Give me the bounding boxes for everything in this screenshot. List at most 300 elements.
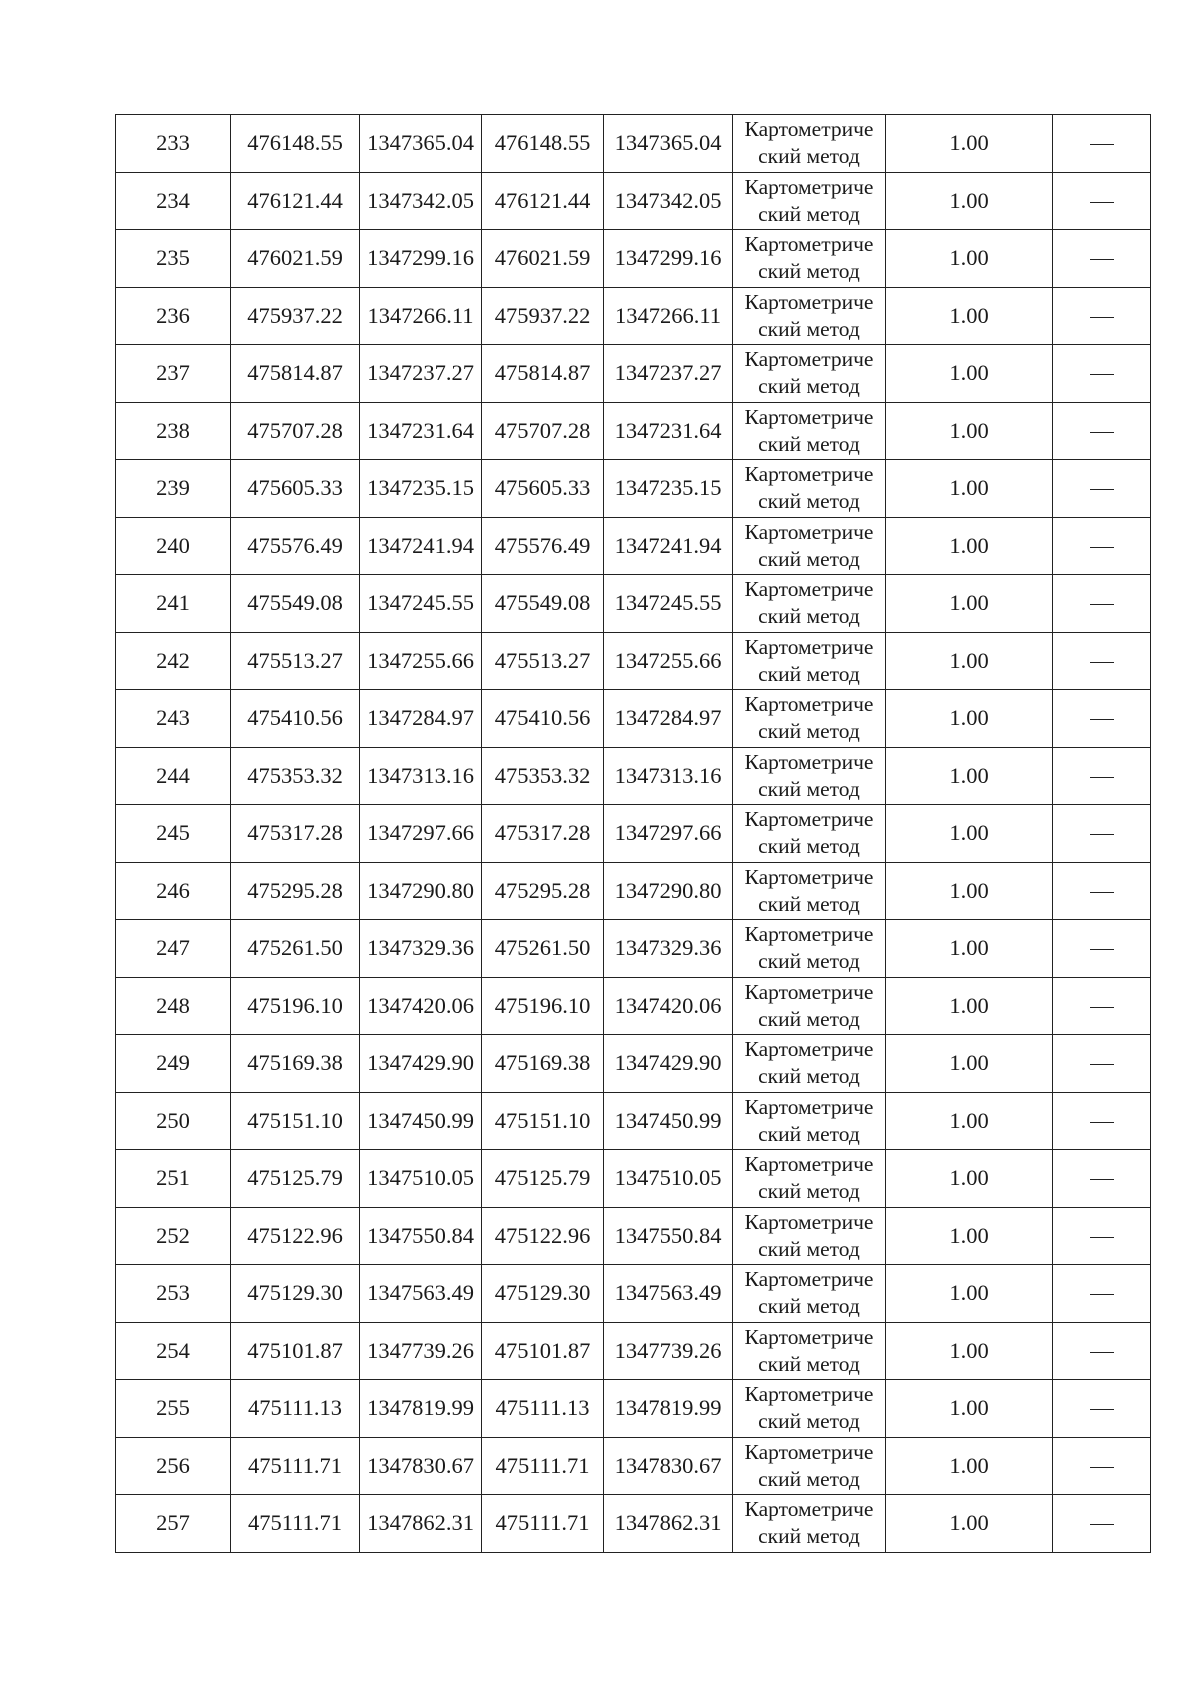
y-existing-cell: 1347819.99	[360, 1380, 482, 1438]
method-cell	[733, 460, 886, 518]
y-new-cell: 1347819.99	[604, 1380, 733, 1438]
y-existing-cell: 1347365.04	[360, 115, 482, 173]
method-cell	[733, 747, 886, 805]
method-cell	[733, 862, 886, 920]
method-line-2: ский метод	[758, 144, 860, 169]
x-new-cell: 475410.56	[482, 690, 604, 748]
point-number-cell: 242	[116, 632, 231, 690]
point-number-cell: 235	[116, 230, 231, 288]
y-existing-cell: 1347313.16	[360, 747, 482, 805]
dash-mark	[1090, 144, 1114, 145]
y-new-cell: 1347255.66	[604, 632, 733, 690]
dash-mark	[1090, 432, 1114, 433]
dash-mark	[1090, 202, 1114, 203]
accuracy-cell: 1.00	[886, 632, 1053, 690]
y-existing-cell: 1347420.06	[360, 977, 482, 1035]
y-existing-cell: 1347284.97	[360, 690, 482, 748]
method-line-1: Картометриче	[744, 1267, 874, 1292]
accuracy-cell: 1.00	[886, 1437, 1053, 1495]
y-existing-cell: 1347266.11	[360, 287, 482, 345]
dash-mark	[1090, 1467, 1114, 1468]
method-cell	[733, 115, 886, 173]
x-new-cell: 475576.49	[482, 517, 604, 575]
x-new-cell: 475111.13	[482, 1380, 604, 1438]
x-new-cell: 475605.33	[482, 460, 604, 518]
accuracy-cell: 1.00	[886, 1265, 1053, 1323]
method-line-2: ский метод	[758, 776, 860, 801]
table-row	[116, 1150, 1151, 1208]
accuracy-cell: 1.00	[886, 115, 1053, 173]
description-cell	[1053, 632, 1151, 690]
accuracy-cell: 1.00	[886, 517, 1053, 575]
x-new-cell: 475549.08	[482, 575, 604, 633]
point-number-cell: 244	[116, 747, 231, 805]
description-cell	[1053, 1437, 1151, 1495]
y-new-cell: 1347739.26	[604, 1322, 733, 1380]
method-line-2: ский метод	[758, 1179, 860, 1204]
x-new-cell: 475937.22	[482, 287, 604, 345]
dash-mark	[1090, 1409, 1114, 1410]
method-cell	[733, 1437, 886, 1495]
y-new-cell: 1347245.55	[604, 575, 733, 633]
method-line-2: ский метод	[758, 259, 860, 284]
method-line-2: ский метод	[758, 1409, 860, 1434]
x-new-cell: 475125.79	[482, 1150, 604, 1208]
dash-mark	[1090, 949, 1114, 950]
method-cell	[733, 1092, 886, 1150]
method-line-1: Картометриче	[744, 174, 874, 199]
method-cell	[733, 1207, 886, 1265]
y-existing-cell: 1347563.49	[360, 1265, 482, 1323]
x-existing-cell: 475707.28	[231, 402, 360, 460]
description-cell	[1053, 575, 1151, 633]
x-existing-cell: 475814.87	[231, 345, 360, 403]
table-row	[116, 1437, 1151, 1495]
description-cell	[1053, 1150, 1151, 1208]
method-cell	[733, 977, 886, 1035]
y-existing-cell: 1347231.64	[360, 402, 482, 460]
x-existing-cell: 475261.50	[231, 920, 360, 978]
method-line-1: Картометриче	[744, 1324, 874, 1349]
method-line-1: Картометриче	[744, 289, 874, 314]
accuracy-cell: 1.00	[886, 402, 1053, 460]
x-new-cell: 475122.96	[482, 1207, 604, 1265]
table-row	[116, 460, 1151, 518]
dash-mark	[1090, 1064, 1114, 1065]
accuracy-cell: 1.00	[886, 1207, 1053, 1265]
accuracy-cell: 1.00	[886, 1322, 1053, 1380]
y-existing-cell: 1347329.36	[360, 920, 482, 978]
x-new-cell: 476148.55	[482, 115, 604, 173]
x-existing-cell: 475111.71	[231, 1495, 360, 1553]
x-existing-cell: 475605.33	[231, 460, 360, 518]
table-row	[116, 345, 1151, 403]
table-row	[116, 977, 1151, 1035]
y-new-cell: 1347290.80	[604, 862, 733, 920]
table-row	[116, 1092, 1151, 1150]
x-existing-cell: 475353.32	[231, 747, 360, 805]
method-cell	[733, 1035, 886, 1093]
method-line-2: ский метод	[758, 1006, 860, 1031]
method-line-1: Картометриче	[744, 1439, 874, 1464]
dash-mark	[1090, 547, 1114, 548]
x-new-cell: 475707.28	[482, 402, 604, 460]
point-number-cell: 234	[116, 172, 231, 230]
x-new-cell: 475513.27	[482, 632, 604, 690]
accuracy-cell: 1.00	[886, 460, 1053, 518]
dash-mark	[1090, 1122, 1114, 1123]
y-existing-cell: 1347290.80	[360, 862, 482, 920]
dash-mark	[1090, 1007, 1114, 1008]
description-cell	[1053, 115, 1151, 173]
point-number-cell: 238	[116, 402, 231, 460]
method-line-2: ский метод	[758, 1294, 860, 1319]
y-new-cell: 1347550.84	[604, 1207, 733, 1265]
dash-mark	[1090, 834, 1114, 835]
method-line-1: Картометриче	[744, 864, 874, 889]
point-number-cell: 239	[116, 460, 231, 518]
method-line-1: Картометриче	[744, 1497, 874, 1522]
method-line-2: ский метод	[758, 661, 860, 686]
y-new-cell: 1347237.27	[604, 345, 733, 403]
x-existing-cell: 475196.10	[231, 977, 360, 1035]
method-line-2: ский метод	[758, 489, 860, 514]
description-cell	[1053, 1092, 1151, 1150]
table-row	[116, 632, 1151, 690]
y-new-cell: 1347329.36	[604, 920, 733, 978]
method-cell	[733, 1322, 886, 1380]
method-cell	[733, 1150, 886, 1208]
method-cell	[733, 402, 886, 460]
table-row	[116, 575, 1151, 633]
method-line-2: ский метод	[758, 431, 860, 456]
x-existing-cell: 475937.22	[231, 287, 360, 345]
table-row	[116, 1380, 1151, 1438]
table-row	[116, 287, 1151, 345]
y-new-cell: 1347313.16	[604, 747, 733, 805]
description-cell	[1053, 230, 1151, 288]
method-line-1: Картометриче	[744, 404, 874, 429]
method-line-1: Картометриче	[744, 1209, 874, 1234]
y-new-cell: 1347563.49	[604, 1265, 733, 1323]
method-cell	[733, 287, 886, 345]
x-new-cell: 475317.28	[482, 805, 604, 863]
method-line-2: ский метод	[758, 834, 860, 859]
x-existing-cell: 475169.38	[231, 1035, 360, 1093]
point-number-cell: 252	[116, 1207, 231, 1265]
x-new-cell: 475196.10	[482, 977, 604, 1035]
method-line-2: ский метод	[758, 546, 860, 571]
y-new-cell: 1347510.05	[604, 1150, 733, 1208]
method-line-1: Картометриче	[744, 692, 874, 717]
y-existing-cell: 1347235.15	[360, 460, 482, 518]
x-existing-cell: 475125.79	[231, 1150, 360, 1208]
method-line-1: Картометриче	[744, 117, 874, 142]
description-cell	[1053, 690, 1151, 748]
method-line-1: Картометриче	[744, 1094, 874, 1119]
x-existing-cell: 475513.27	[231, 632, 360, 690]
x-existing-cell: 475111.13	[231, 1380, 360, 1438]
y-new-cell: 1347830.67	[604, 1437, 733, 1495]
table-row	[116, 1207, 1151, 1265]
method-line-2: ский метод	[758, 374, 860, 399]
y-new-cell: 1347284.97	[604, 690, 733, 748]
x-new-cell: 475111.71	[482, 1437, 604, 1495]
table-row	[116, 517, 1151, 575]
y-existing-cell: 1347237.27	[360, 345, 482, 403]
accuracy-cell: 1.00	[886, 1035, 1053, 1093]
table-row	[116, 115, 1151, 173]
point-number-cell: 253	[116, 1265, 231, 1323]
method-cell	[733, 1265, 886, 1323]
description-cell	[1053, 1035, 1151, 1093]
y-new-cell: 1347231.64	[604, 402, 733, 460]
point-number-cell: 247	[116, 920, 231, 978]
y-existing-cell: 1347550.84	[360, 1207, 482, 1265]
point-number-cell: 255	[116, 1380, 231, 1438]
dash-mark	[1090, 1294, 1114, 1295]
accuracy-cell: 1.00	[886, 862, 1053, 920]
method-line-2: ский метод	[758, 1064, 860, 1089]
point-number-cell: 248	[116, 977, 231, 1035]
accuracy-cell: 1.00	[886, 575, 1053, 633]
description-cell	[1053, 287, 1151, 345]
x-new-cell: 475169.38	[482, 1035, 604, 1093]
method-cell	[733, 1495, 886, 1553]
point-number-cell: 237	[116, 345, 231, 403]
table-row	[116, 690, 1151, 748]
y-existing-cell: 1347255.66	[360, 632, 482, 690]
coordinates-table	[115, 114, 1151, 1553]
x-existing-cell: 475410.56	[231, 690, 360, 748]
accuracy-cell: 1.00	[886, 287, 1053, 345]
accuracy-cell: 1.00	[886, 1380, 1053, 1438]
x-new-cell: 475295.28	[482, 862, 604, 920]
y-new-cell: 1347299.16	[604, 230, 733, 288]
method-line-1: Картометриче	[744, 749, 874, 774]
point-number-cell: 241	[116, 575, 231, 633]
description-cell	[1053, 1495, 1151, 1553]
x-existing-cell: 475122.96	[231, 1207, 360, 1265]
y-new-cell: 1347266.11	[604, 287, 733, 345]
method-line-1: Картометриче	[744, 462, 874, 487]
table-row	[116, 805, 1151, 863]
description-cell	[1053, 920, 1151, 978]
point-number-cell: 246	[116, 862, 231, 920]
description-cell	[1053, 172, 1151, 230]
x-existing-cell: 476148.55	[231, 115, 360, 173]
dash-mark	[1090, 259, 1114, 260]
table-row	[116, 230, 1151, 288]
x-new-cell: 475814.87	[482, 345, 604, 403]
table-row	[116, 1322, 1151, 1380]
method-cell	[733, 575, 886, 633]
x-new-cell: 475151.10	[482, 1092, 604, 1150]
method-line-1: Картометриче	[744, 634, 874, 659]
method-cell	[733, 1380, 886, 1438]
x-existing-cell: 475317.28	[231, 805, 360, 863]
y-existing-cell: 1347830.67	[360, 1437, 482, 1495]
method-line-2: ский метод	[758, 316, 860, 341]
point-number-cell: 250	[116, 1092, 231, 1150]
y-existing-cell: 1347299.16	[360, 230, 482, 288]
point-number-cell: 236	[116, 287, 231, 345]
accuracy-cell: 1.00	[886, 977, 1053, 1035]
method-cell	[733, 345, 886, 403]
description-cell	[1053, 862, 1151, 920]
dash-mark	[1090, 604, 1114, 605]
y-new-cell: 1347862.31	[604, 1495, 733, 1553]
method-line-1: Картометриче	[744, 1037, 874, 1062]
method-line-2: ский метод	[758, 1121, 860, 1146]
dash-mark	[1090, 662, 1114, 663]
point-number-cell: 249	[116, 1035, 231, 1093]
point-number-cell: 251	[116, 1150, 231, 1208]
y-new-cell: 1347450.99	[604, 1092, 733, 1150]
x-existing-cell: 475295.28	[231, 862, 360, 920]
method-line-2: ский метод	[758, 949, 860, 974]
method-line-1: Картометриче	[744, 979, 874, 1004]
x-existing-cell: 475549.08	[231, 575, 360, 633]
accuracy-cell: 1.00	[886, 1092, 1053, 1150]
x-existing-cell: 475129.30	[231, 1265, 360, 1323]
y-existing-cell: 1347297.66	[360, 805, 482, 863]
method-line-2: ский метод	[758, 1466, 860, 1491]
y-existing-cell: 1347862.31	[360, 1495, 482, 1553]
table-row	[116, 920, 1151, 978]
description-cell	[1053, 1265, 1151, 1323]
dash-mark	[1090, 1524, 1114, 1525]
x-new-cell: 475101.87	[482, 1322, 604, 1380]
description-cell	[1053, 345, 1151, 403]
x-existing-cell: 475111.71	[231, 1437, 360, 1495]
method-line-1: Картометриче	[744, 1152, 874, 1177]
accuracy-cell: 1.00	[886, 345, 1053, 403]
dash-mark	[1090, 1237, 1114, 1238]
y-existing-cell: 1347245.55	[360, 575, 482, 633]
accuracy-cell: 1.00	[886, 230, 1053, 288]
method-line-1: Картометриче	[744, 519, 874, 544]
table-row	[116, 402, 1151, 460]
dash-mark	[1090, 719, 1114, 720]
description-cell	[1053, 805, 1151, 863]
x-new-cell: 475111.71	[482, 1495, 604, 1553]
method-line-2: ский метод	[758, 1236, 860, 1261]
y-existing-cell: 1347342.05	[360, 172, 482, 230]
point-number-cell: 257	[116, 1495, 231, 1553]
y-existing-cell: 1347739.26	[360, 1322, 482, 1380]
y-existing-cell: 1347510.05	[360, 1150, 482, 1208]
dash-mark	[1090, 1352, 1114, 1353]
x-new-cell: 475129.30	[482, 1265, 604, 1323]
method-line-2: ский метод	[758, 201, 860, 226]
x-existing-cell: 475576.49	[231, 517, 360, 575]
x-new-cell: 475353.32	[482, 747, 604, 805]
method-line-1: Картометриче	[744, 1382, 874, 1407]
table-row	[116, 1495, 1151, 1553]
method-cell	[733, 517, 886, 575]
point-number-cell: 243	[116, 690, 231, 748]
y-existing-cell: 1347450.99	[360, 1092, 482, 1150]
method-line-1: Картометриче	[744, 577, 874, 602]
description-cell	[1053, 402, 1151, 460]
y-new-cell: 1347420.06	[604, 977, 733, 1035]
y-new-cell: 1347429.90	[604, 1035, 733, 1093]
accuracy-cell: 1.00	[886, 805, 1053, 863]
y-new-cell: 1347241.94	[604, 517, 733, 575]
description-cell	[1053, 460, 1151, 518]
table-row	[116, 1265, 1151, 1323]
dash-mark	[1090, 892, 1114, 893]
dash-mark	[1090, 1179, 1114, 1180]
accuracy-cell: 1.00	[886, 172, 1053, 230]
y-new-cell: 1347297.66	[604, 805, 733, 863]
y-new-cell: 1347365.04	[604, 115, 733, 173]
description-cell	[1053, 747, 1151, 805]
point-number-cell: 256	[116, 1437, 231, 1495]
description-cell	[1053, 1207, 1151, 1265]
accuracy-cell: 1.00	[886, 1495, 1053, 1553]
point-number-cell: 240	[116, 517, 231, 575]
method-line-1: Картометриче	[744, 347, 874, 372]
method-line-2: ский метод	[758, 1351, 860, 1376]
method-line-2: ский метод	[758, 604, 860, 629]
y-new-cell: 1347235.15	[604, 460, 733, 518]
y-new-cell: 1347342.05	[604, 172, 733, 230]
x-existing-cell: 475151.10	[231, 1092, 360, 1150]
dash-mark	[1090, 489, 1114, 490]
description-cell	[1053, 977, 1151, 1035]
x-new-cell: 476121.44	[482, 172, 604, 230]
accuracy-cell: 1.00	[886, 920, 1053, 978]
accuracy-cell: 1.00	[886, 747, 1053, 805]
method-line-2: ский метод	[758, 719, 860, 744]
description-cell	[1053, 1322, 1151, 1380]
table-row	[116, 1035, 1151, 1093]
method-cell	[733, 632, 886, 690]
method-cell	[733, 690, 886, 748]
method-cell	[733, 920, 886, 978]
method-line-1: Картометриче	[744, 807, 874, 832]
x-new-cell: 476021.59	[482, 230, 604, 288]
y-existing-cell: 1347429.90	[360, 1035, 482, 1093]
method-cell	[733, 172, 886, 230]
table-row	[116, 862, 1151, 920]
y-existing-cell: 1347241.94	[360, 517, 482, 575]
description-cell	[1053, 1380, 1151, 1438]
method-line-1: Картометриче	[744, 232, 874, 257]
accuracy-cell: 1.00	[886, 690, 1053, 748]
description-cell	[1053, 517, 1151, 575]
accuracy-cell: 1.00	[886, 1150, 1053, 1208]
point-number-cell: 233	[116, 115, 231, 173]
point-number-cell: 254	[116, 1322, 231, 1380]
table-row	[116, 172, 1151, 230]
method-cell	[733, 230, 886, 288]
x-new-cell: 475261.50	[482, 920, 604, 978]
method-line-2: ский метод	[758, 891, 860, 916]
dash-mark	[1090, 374, 1114, 375]
dash-mark	[1090, 777, 1114, 778]
x-existing-cell: 475101.87	[231, 1322, 360, 1380]
x-existing-cell: 476021.59	[231, 230, 360, 288]
method-line-2: ский метод	[758, 1524, 860, 1549]
x-existing-cell: 476121.44	[231, 172, 360, 230]
dash-mark	[1090, 317, 1114, 318]
method-cell	[733, 805, 886, 863]
table-row	[116, 747, 1151, 805]
table-body	[116, 115, 1151, 1553]
